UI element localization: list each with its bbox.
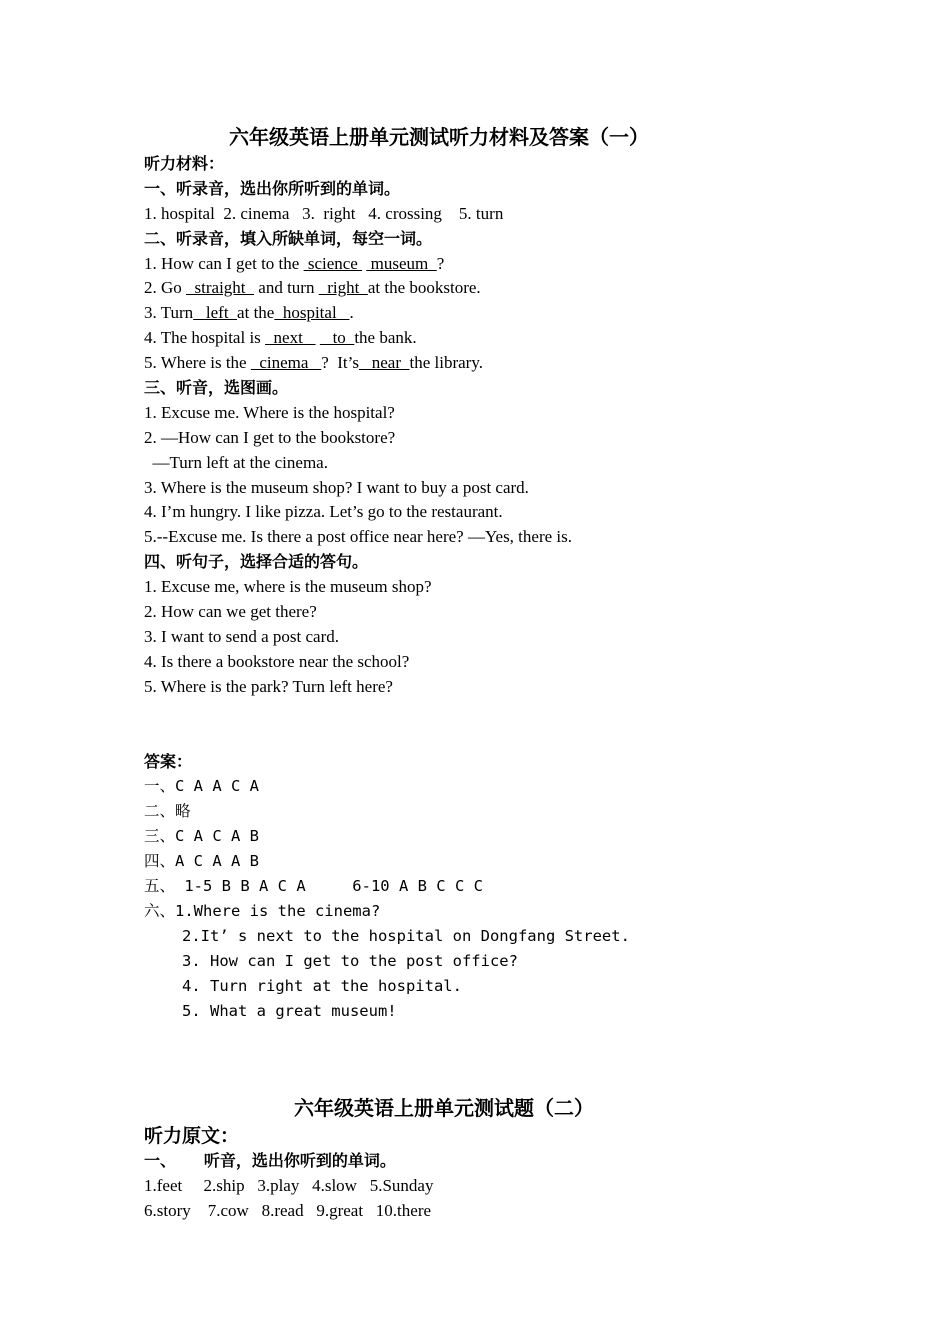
fill-item-2: 2. Go straight and turn right at the bookstore. [144,278,481,298]
document-content [144,122,884,1224]
spacer [144,1023,884,1093]
fill-item-3: 3. Turn left at the hospital . [144,303,354,323]
section3-line: 3. Where is the museum shop? I want to buy a post card. [144,477,529,497]
original-text-label: 听力原文： [144,1125,240,1148]
answer-line: 五、 1-5 B B A C A 6-10 A B C C C [144,877,483,896]
section1-words: 1. hospital 2. cinema 3. right 4. crossing 5. turn [144,203,504,223]
section4-line: 2. How can we get there? [144,602,317,622]
doc2-words-line: 6.story 7.cow 8.read 9.great 10.there [144,1201,432,1221]
section3-heading: 三、听音，选图画。 [144,378,289,398]
section4-heading: 四、听句子，选择合适的答句。 [144,552,369,572]
answer-line: 三、C A C A B [144,827,259,846]
answer-blank: near [358,353,410,373]
answer-blank: straight [186,278,255,298]
answer-blank: hospital [274,303,350,323]
section3-line: 2. —How can I get to the bookstore? [144,427,396,447]
section3-line: 1. Excuse me. Where is the hospital? [144,402,395,422]
section4-line: 1. Excuse me, where is the museum shop? [144,577,432,597]
spacer [144,700,884,750]
doc2-title: 六年级英语上册单元测试题（二） [294,1096,594,1121]
section1-heading: 一、听录音，选出你所听到的单词。 [144,178,401,198]
answer-line: 4. Turn right at the hospital. [182,976,462,995]
answer-blank: science [303,253,363,273]
fill-item-4: 4. The hospital is next to the bank. [144,328,417,348]
answer-line: 六、1.Where is the cinema? [144,901,381,920]
answer-line: 二、略 [144,802,191,821]
section4-line: 4. Is there a bookstore near the school? [144,651,410,671]
answer-line: 四、A C A A B [144,852,259,871]
answer-line: 3. How can I get to the post office? [182,951,518,970]
listening-material-label: 听力材料： [144,154,225,173]
section2-heading: 二、听录音，填入所缺单词，每空一词。 [144,228,433,248]
answer-line: 5. What a great museum! [182,1001,397,1020]
answer-blank: right [318,278,368,298]
section3-line: 4. I’m hungry. I like pizza. Let’s go to the restaurant. [144,502,503,522]
answer-blank: to [319,328,355,348]
section4-line: 3. I want to send a post card. [144,626,339,646]
doc2-section1-heading: 一、 听音，选出你听到的单词。 [144,1151,396,1171]
section3-line: 5.--Excuse me. Is there a post office near here? —Yes, there is. [144,527,572,547]
doc2-words-line: 1.feet 2.ship 3.play 4.slow 5.Sunday [144,1176,434,1196]
answer-blank: cinema [250,353,322,373]
answers-label: 答案： [144,751,193,771]
answer-blank: museum [366,253,437,273]
answer-blank: left [193,303,238,323]
answer-blank: next [265,328,316,348]
fill-item-1: 1. How can I get to the science museum ? [144,253,445,273]
answer-line: 2.It’ s next to the hospital on Dongfang Street. [182,926,630,945]
fill-item-5: 5. Where is the cinema ? It’s near the library. [144,353,483,373]
doc1-title: 六年级英语上册单元测试听力材料及答案（一） [229,125,649,149]
answer-line: 一、C A A C A [144,777,259,796]
section4-line: 5. Where is the park? Turn left here? [144,676,393,696]
section3-line: —Turn left at the cinema. [144,452,328,472]
